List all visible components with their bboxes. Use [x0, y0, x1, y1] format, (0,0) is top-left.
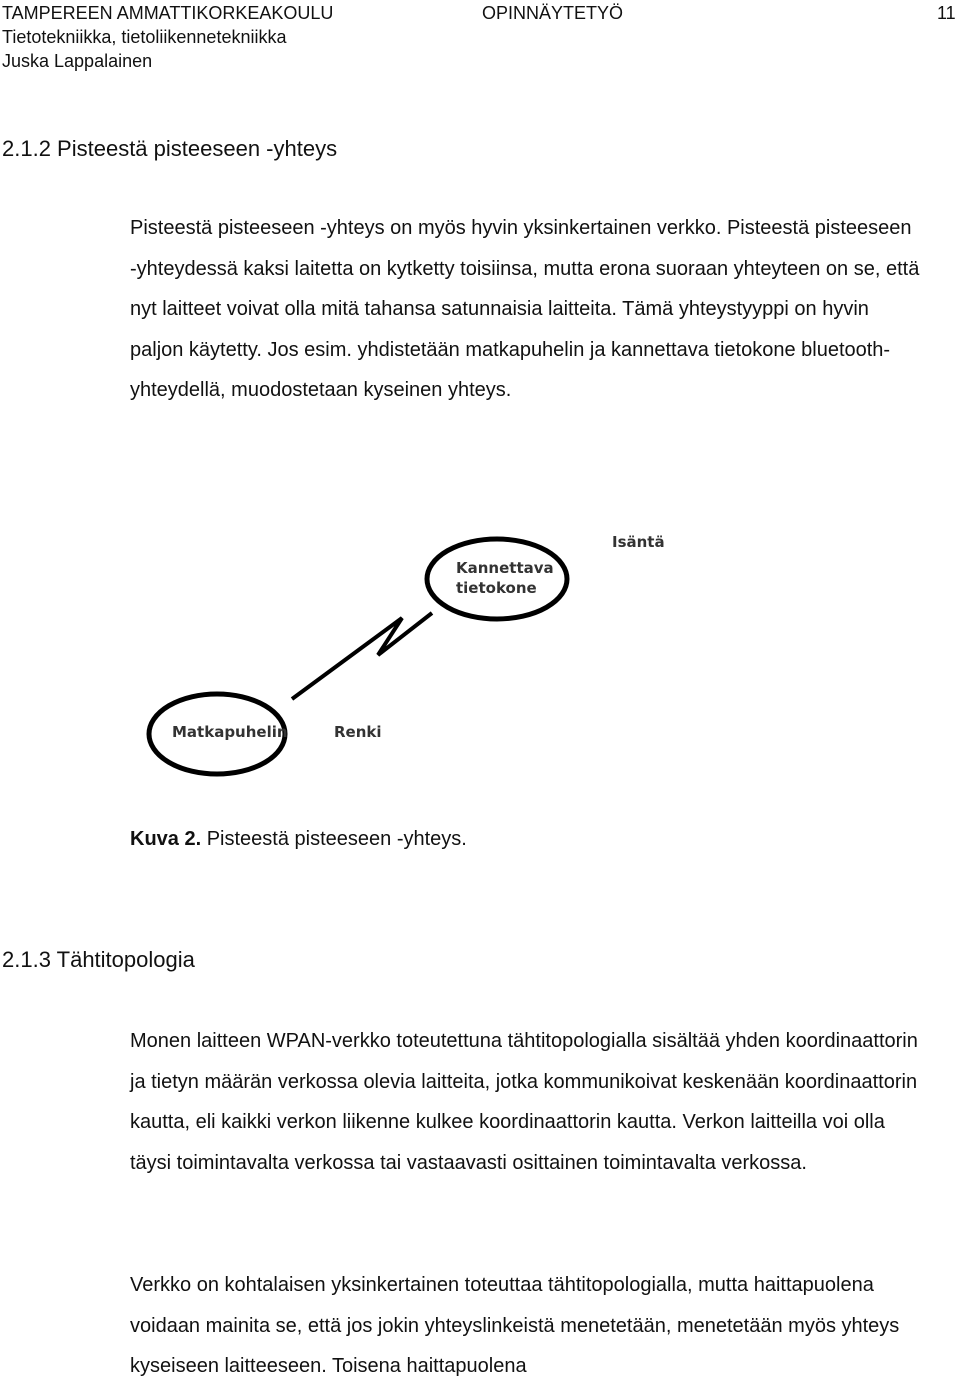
paragraph-point-to-point: Pisteestä pisteeseen -yhteys on myös hyvin yksinkertainen verkko. Pisteestä pisteeseen -yhteydessä kaksi laitetta on kytketty toisiinsa, mutta erona suoraan yhteyteen on se, että nyt laitteet voivat olla mitä tahansa satunnaisia laitteita. Tämä yhteystyyppi on hyvin paljon käytetty. Jos esim. yhdistetään matkapuhelin ja kannettava tietokone bluetooth-yhteydellä, muodostetaan kyseinen yhteys. — [130, 217, 920, 402]
caption-prefix: Kuva 2. — [130, 828, 202, 850]
section-heading-2-1-2: 2.1.2 Pisteestä pisteeseen -yhteys — [2, 136, 338, 161]
paragraph-star-topology-2: Verkko on kohtalaisen yksinkertainen toteuttaa tähtitopologialla, mutta haittapuolena voidaan mainita se, että jos jokin yhteyslinkeistä menetetään, menetetään myös yhteys kyseiseen laitteeseen. Toisena haittapuolena — [130, 1274, 900, 1378]
header-author: Juska Lappalainen — [2, 51, 153, 71]
phone-label: Matkapuhelin — [172, 723, 288, 741]
figure-caption — [130, 826, 467, 852]
caption-text: Pisteestä pisteeseen -yhteys. — [201, 828, 467, 850]
wireless-link-zigzag — [292, 613, 432, 699]
header-department: Tietotekniikka, tietoliikennetekniikka — [2, 27, 287, 47]
paragraph-star-topology-1: Monen laitteen WPAN-verkko toteutettuna tähtitopologialla sisältää yhden koordinaattorin ja tietyn määrän verkossa olevia laitteita, jotka kommunikoivat keskenään koordinaattorin kautta, eli kaikki verkon liikenne kulkee koordinaattorin kautta. Verkon laitteilla voi olla täysi toimintavalta verkossa tai vastaavasti osittainen toimintavalta verkossa. — [130, 1030, 918, 1174]
header-organization: TAMPEREEN AMMATTIKORKEAKOULU — [2, 3, 334, 23]
laptop-label-line1: Kannettava — [456, 559, 554, 577]
section-heading-2-1-3: 2.1.3 Tähtitopologia — [2, 947, 195, 972]
laptop-label-line2: tietokone — [456, 579, 537, 597]
host-label: Isäntä — [612, 533, 665, 551]
diagram-svg — [140, 515, 680, 790]
header-page-number: 11 — [937, 3, 956, 23]
slave-label: Renki — [334, 723, 382, 741]
figure-point-to-point-diagram — [140, 515, 680, 790]
header-document-type: OPINNÄYTETYÖ — [482, 3, 624, 23]
